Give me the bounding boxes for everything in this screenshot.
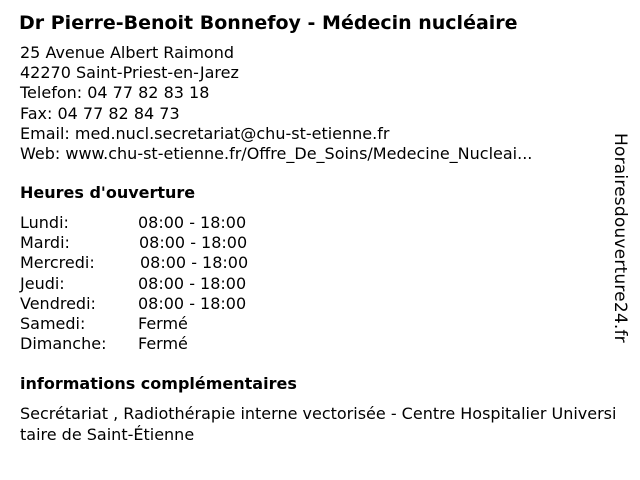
time-value: 08:00 - 18:00 <box>140 253 249 273</box>
time-value: 08:00 - 18:00 <box>138 293 247 313</box>
day-label: Dimanche: <box>20 334 107 354</box>
day-label: Jeudi: <box>20 273 65 293</box>
day-label: Samedi: <box>20 313 86 333</box>
phone-number: Telefon: 04 77 82 83 18 <box>20 83 210 103</box>
info-text: Secrétariat , Radiothérapie interne vectorisée - Centre Hospitalier Universitaire de Saint-Étienne <box>20 404 617 444</box>
day-label: Mercredi: <box>20 253 95 273</box>
time-value: 08:00 - 18:00 <box>138 273 247 293</box>
watermark <box>610 133 640 373</box>
contact-block <box>20 43 532 164</box>
info-heading: informations complémentaires <box>20 374 297 393</box>
day-label: Mardi: <box>20 233 70 253</box>
email-address: Email: med.nucl.secretariat@chu-st-etienne.fr <box>20 123 390 143</box>
time-value: 08:00 - 18:00 <box>138 213 247 232</box>
time-value: 08:00 - 18:00 <box>139 233 248 253</box>
page-title: Dr Pierre-Benoit Bonnefoy - Médecin nucléaire <box>19 12 518 34</box>
fax-number: Fax: 04 77 82 84 73 <box>20 103 180 123</box>
watermark-text: Horairesdouverture24.fr <box>610 133 630 343</box>
address-city: 42270 Saint-Priest-en-Jarez <box>20 63 239 83</box>
website-url: Web: www.chu-st-etienne.fr/Offre_De_Soins/Medecine_Nucleai... <box>20 144 533 164</box>
hours-heading: Heures d'ouverture <box>20 183 196 202</box>
time-value: Fermé <box>138 334 188 354</box>
day-label: Lundi: <box>20 213 69 232</box>
address-street: 25 Avenue Albert Raimond <box>20 43 234 62</box>
time-value: Fermé <box>138 313 188 333</box>
day-label: Vendredi: <box>20 293 96 313</box>
